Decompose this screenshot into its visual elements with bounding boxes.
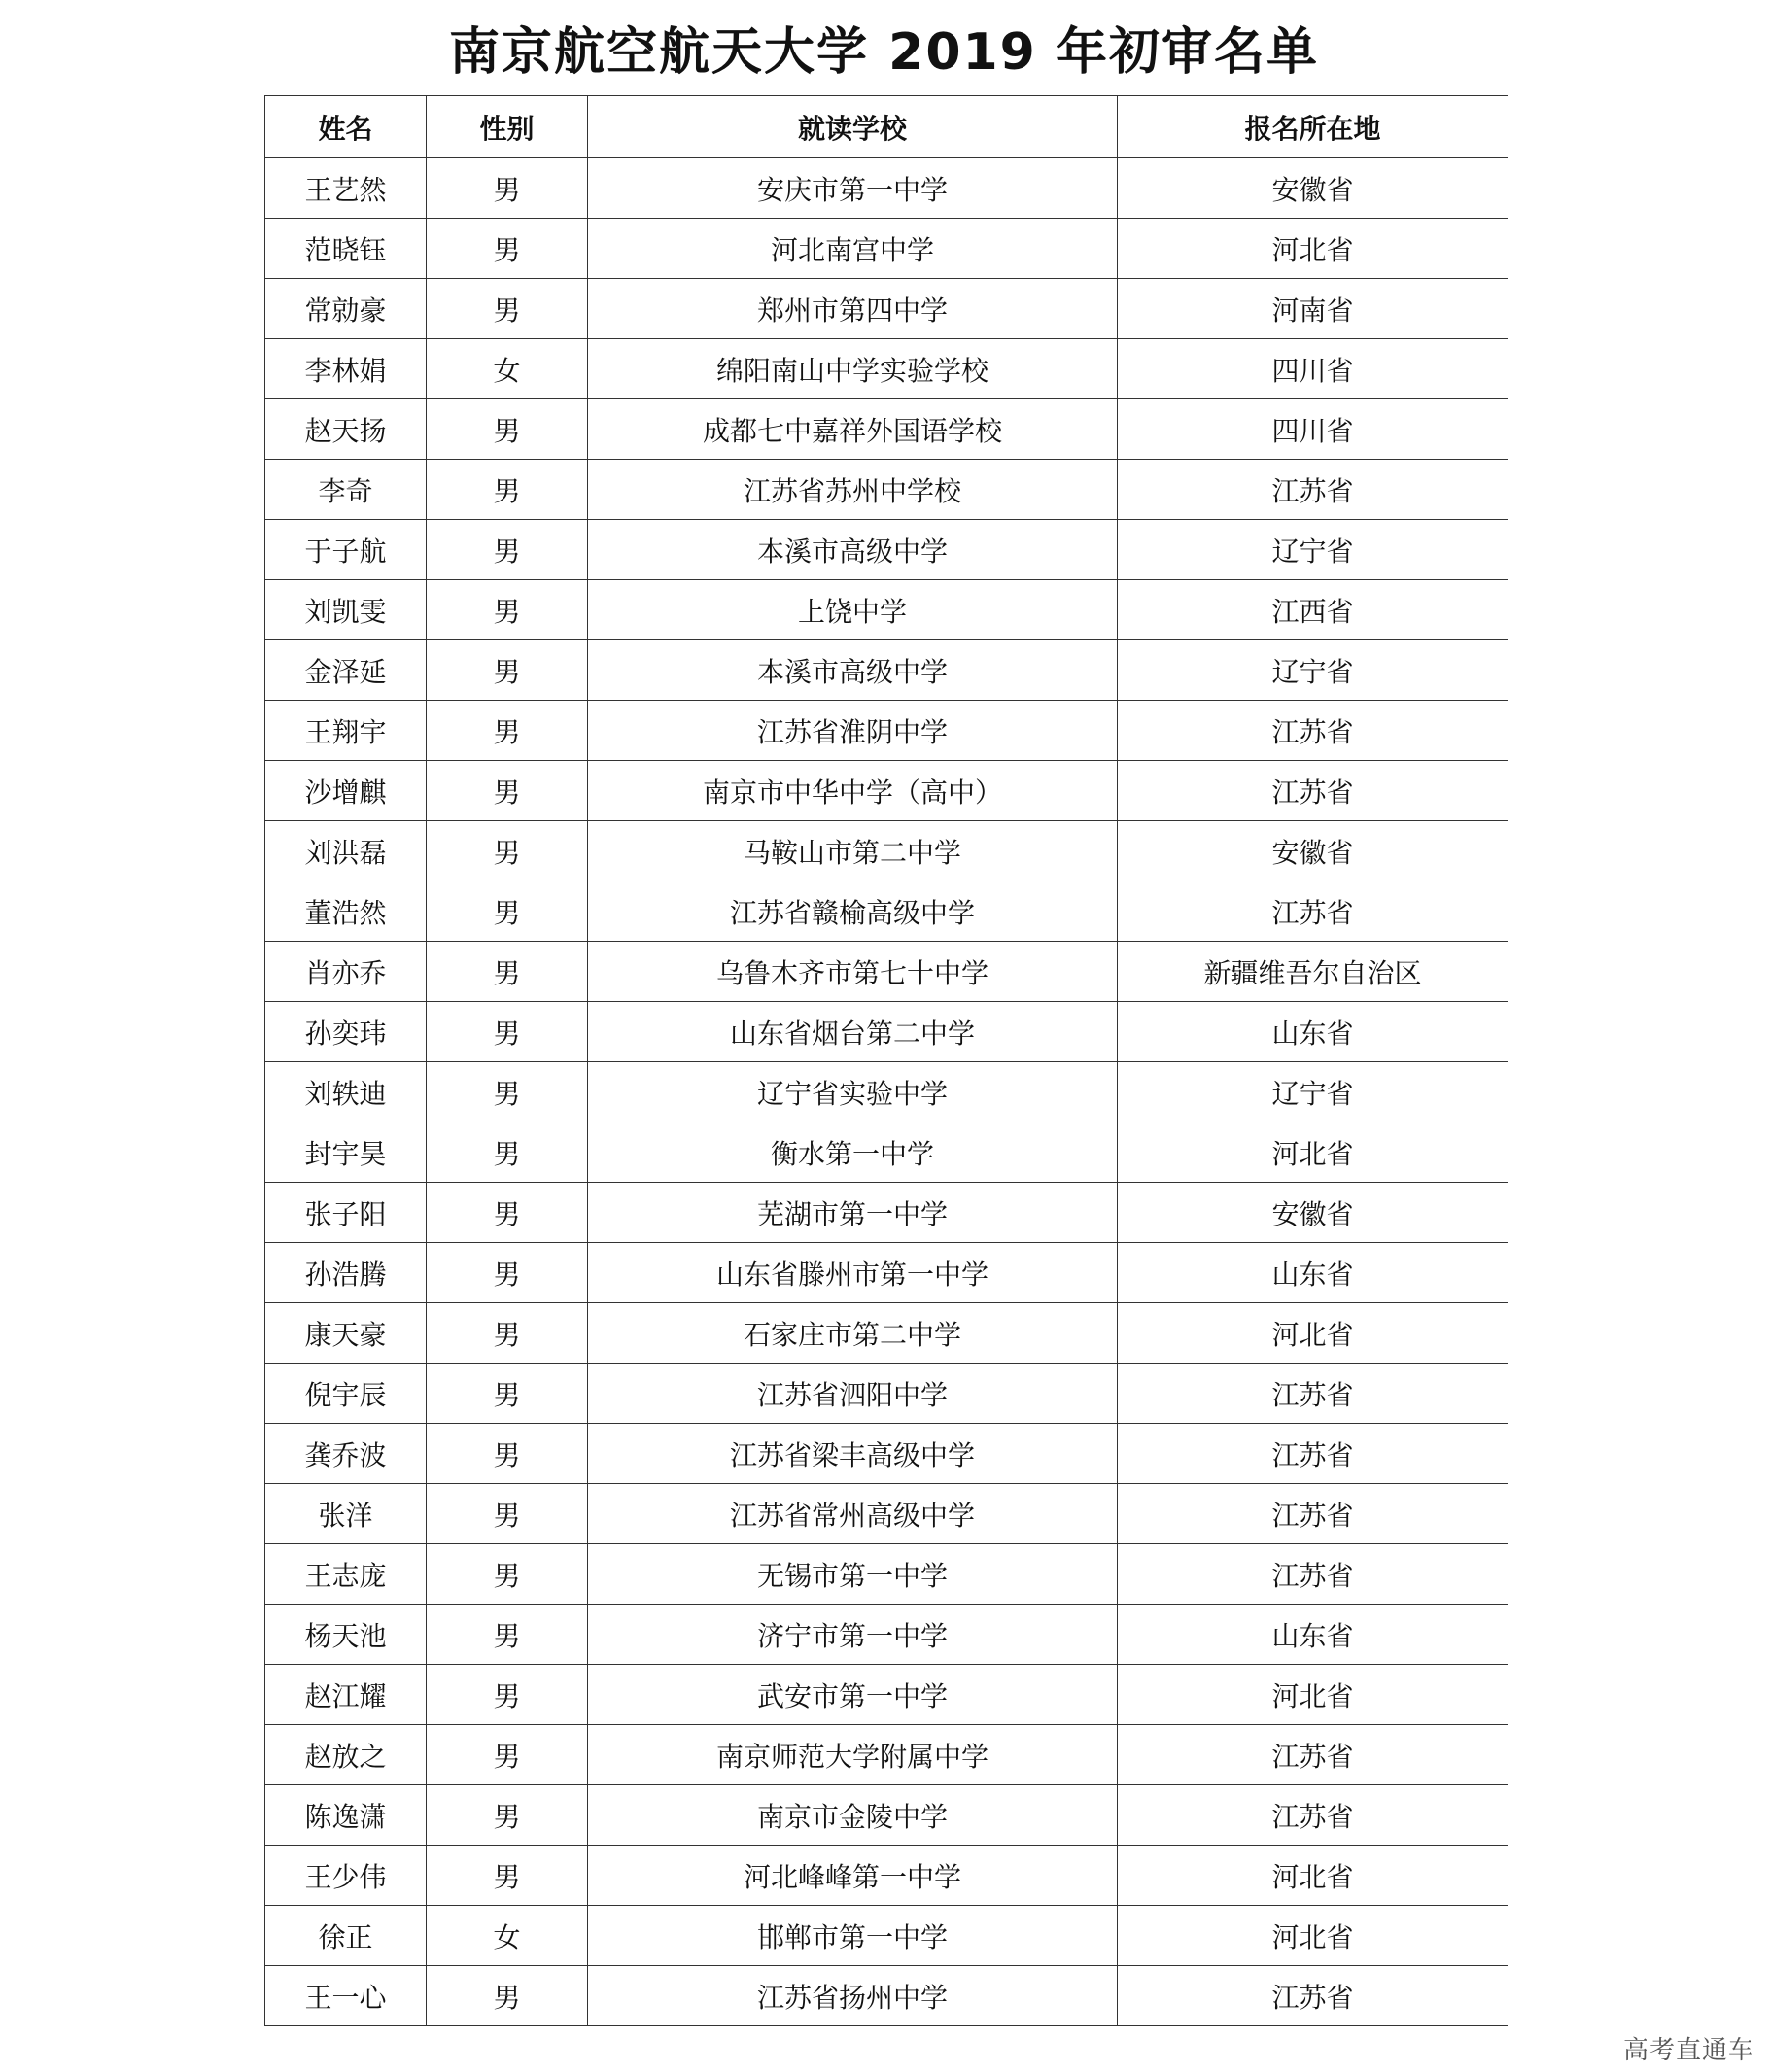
cell-gender: 男 [427,1605,588,1665]
cell-name: 赵天扬 [265,399,427,460]
cell-school: 邯郸市第一中学 [588,1906,1118,1966]
cell-school: 绵阳南山中学实验学校 [588,339,1118,399]
cell-region: 辽宁省 [1118,1062,1508,1122]
cell-name: 李奇 [265,460,427,520]
cell-name: 孙浩腾 [265,1243,427,1303]
cell-school: 江苏省苏州中学校 [588,460,1118,520]
table-row [265,1605,1508,1665]
column-header-region: 报名所在地 [1118,96,1508,158]
cell-region: 江苏省 [1118,1544,1508,1605]
cell-region: 河北省 [1118,1906,1508,1966]
cell-gender: 男 [427,1303,588,1364]
table-row [265,1303,1508,1364]
cell-school: 石家庄市第二中学 [588,1303,1118,1364]
cell-region: 河北省 [1118,1122,1508,1183]
cell-gender: 男 [427,1966,588,2026]
cell-region: 江苏省 [1118,701,1508,761]
cell-region: 安徽省 [1118,158,1508,219]
table-row [265,339,1508,399]
cell-region: 河北省 [1118,1846,1508,1906]
cell-region: 河南省 [1118,279,1508,339]
cell-gender: 男 [427,1122,588,1183]
cell-gender: 男 [427,701,588,761]
cell-gender: 男 [427,1484,588,1544]
cell-gender: 女 [427,339,588,399]
cell-name: 刘凯雯 [265,580,427,640]
cell-region: 江苏省 [1118,1484,1508,1544]
cell-region: 安徽省 [1118,821,1508,881]
cell-name: 赵放之 [265,1725,427,1785]
table-row [265,761,1508,821]
table-row [265,1002,1508,1062]
cell-gender: 男 [427,460,588,520]
cell-name: 王翔宇 [265,701,427,761]
cell-name: 王一心 [265,1966,427,2026]
table-row [265,1364,1508,1424]
cell-gender: 男 [427,1424,588,1484]
cell-school: 南京市中华中学（高中） [588,761,1118,821]
cell-region: 河北省 [1118,219,1508,279]
cell-gender: 男 [427,1785,588,1846]
cell-region: 辽宁省 [1118,640,1508,701]
cell-school: 无锡市第一中学 [588,1544,1118,1605]
watermark: 高考直通车 [1622,2036,1754,2065]
cell-name: 李林娟 [265,339,427,399]
cell-region: 江苏省 [1118,1364,1508,1424]
cell-gender: 男 [427,1544,588,1605]
cell-region: 江苏省 [1118,1785,1508,1846]
cell-gender: 男 [427,1062,588,1122]
cell-school: 衡水第一中学 [588,1122,1118,1183]
cell-name: 王少伟 [265,1846,427,1906]
cell-school: 江苏省梁丰高级中学 [588,1424,1118,1484]
cell-gender: 男 [427,1243,588,1303]
cell-school: 江苏省扬州中学 [588,1966,1118,2026]
cell-region: 江苏省 [1118,761,1508,821]
cell-region: 安徽省 [1118,1183,1508,1243]
cell-gender: 男 [427,580,588,640]
cell-school: 芜湖市第一中学 [588,1183,1118,1243]
cell-school: 马鞍山市第二中学 [588,821,1118,881]
column-header-school: 就读学校 [588,96,1118,158]
cell-school: 河北南宫中学 [588,219,1118,279]
cell-name: 金泽延 [265,640,427,701]
table-row [265,881,1508,942]
cell-name: 徐正 [265,1906,427,1966]
cell-region: 江苏省 [1118,1966,1508,2026]
cell-school: 安庆市第一中学 [588,158,1118,219]
cell-gender: 男 [427,942,588,1002]
cell-name: 董浩然 [265,881,427,942]
cell-gender: 男 [427,761,588,821]
table-row [265,1122,1508,1183]
table-body [265,158,1508,2026]
cell-region: 河北省 [1118,1303,1508,1364]
cell-gender: 男 [427,1846,588,1906]
table-row [265,580,1508,640]
cell-name: 于子航 [265,520,427,580]
cell-gender: 男 [427,640,588,701]
cell-gender: 男 [427,1183,588,1243]
cell-name: 沙增麒 [265,761,427,821]
table-row [265,1665,1508,1725]
table-row [265,1424,1508,1484]
cell-school: 本溪市高级中学 [588,640,1118,701]
cell-school: 山东省滕州市第一中学 [588,1243,1118,1303]
cell-school: 江苏省淮阴中学 [588,701,1118,761]
cell-name: 范晓钰 [265,219,427,279]
cell-school: 郑州市第四中学 [588,279,1118,339]
cell-name: 龚乔波 [265,1424,427,1484]
cell-school: 江苏省常州高级中学 [588,1484,1118,1544]
table-row [265,1484,1508,1544]
table-row [265,219,1508,279]
table-row [265,1966,1508,2026]
cell-gender: 男 [427,1665,588,1725]
cell-school: 本溪市高级中学 [588,520,1118,580]
cell-name: 刘轶迪 [265,1062,427,1122]
cell-gender: 男 [427,279,588,339]
cell-name: 肖亦乔 [265,942,427,1002]
cell-name: 倪宇辰 [265,1364,427,1424]
table-row [265,1062,1508,1122]
table-row [265,1785,1508,1846]
cell-region: 江苏省 [1118,881,1508,942]
cell-name: 王志庞 [265,1544,427,1605]
table-row [265,821,1508,881]
table-row [265,942,1508,1002]
cell-region: 山东省 [1118,1002,1508,1062]
cell-school: 武安市第一中学 [588,1665,1118,1725]
cell-region: 河北省 [1118,1665,1508,1725]
table-row [265,1243,1508,1303]
cell-region: 山东省 [1118,1243,1508,1303]
cell-school: 山东省烟台第二中学 [588,1002,1118,1062]
cell-name: 杨天池 [265,1605,427,1665]
cell-region: 江西省 [1118,580,1508,640]
cell-region: 山东省 [1118,1605,1508,1665]
cell-region: 江苏省 [1118,460,1508,520]
table-row [265,520,1508,580]
cell-name: 张子阳 [265,1183,427,1243]
cell-gender: 男 [427,1364,588,1424]
cell-school: 乌鲁木齐市第七十中学 [588,942,1118,1002]
cell-school: 南京师范大学附属中学 [588,1725,1118,1785]
cell-name: 赵江耀 [265,1665,427,1725]
cell-name: 康天豪 [265,1303,427,1364]
cell-region: 江苏省 [1118,1725,1508,1785]
cell-name: 孙奕玮 [265,1002,427,1062]
table-row [265,1183,1508,1243]
page-title: 南京航空航天大学 2019 年初审名单 [449,23,1319,82]
cell-name: 刘洪磊 [265,821,427,881]
cell-school: 江苏省赣榆高级中学 [588,881,1118,942]
cell-gender: 男 [427,1002,588,1062]
table-row [265,1544,1508,1605]
cell-gender: 男 [427,219,588,279]
cell-region: 辽宁省 [1118,520,1508,580]
cell-region: 四川省 [1118,399,1508,460]
table-row [265,279,1508,339]
cell-region: 四川省 [1118,339,1508,399]
column-header-gender: 性别 [427,96,588,158]
cell-name: 封宇昊 [265,1122,427,1183]
roster-table [264,95,1508,2026]
cell-region: 新疆维吾尔自治区 [1118,942,1508,1002]
cell-gender: 女 [427,1906,588,1966]
cell-gender: 男 [427,158,588,219]
column-header-name: 姓名 [265,96,427,158]
cell-name: 陈逸潇 [265,1785,427,1846]
table-row [265,399,1508,460]
cell-region: 江苏省 [1118,1424,1508,1484]
cell-school: 江苏省泗阳中学 [588,1364,1118,1424]
table-row [265,1725,1508,1785]
cell-name: 常勍豪 [265,279,427,339]
cell-name: 张洋 [265,1484,427,1544]
cell-gender: 男 [427,520,588,580]
cell-gender: 男 [427,881,588,942]
table-row [265,701,1508,761]
table-row [265,158,1508,219]
table-row [265,640,1508,701]
cell-school: 成都七中嘉祥外国语学校 [588,399,1118,460]
cell-school: 辽宁省实验中学 [588,1062,1118,1122]
cell-school: 济宁市第一中学 [588,1605,1118,1665]
table-header-row [265,96,1508,158]
cell-school: 南京市金陵中学 [588,1785,1118,1846]
table-row [265,1906,1508,1966]
cell-gender: 男 [427,399,588,460]
table-row [265,1846,1508,1906]
table-row [265,460,1508,520]
cell-name: 王艺然 [265,158,427,219]
cell-gender: 男 [427,1725,588,1785]
cell-school: 上饶中学 [588,580,1118,640]
cell-gender: 男 [427,821,588,881]
cell-school: 河北峰峰第一中学 [588,1846,1118,1906]
